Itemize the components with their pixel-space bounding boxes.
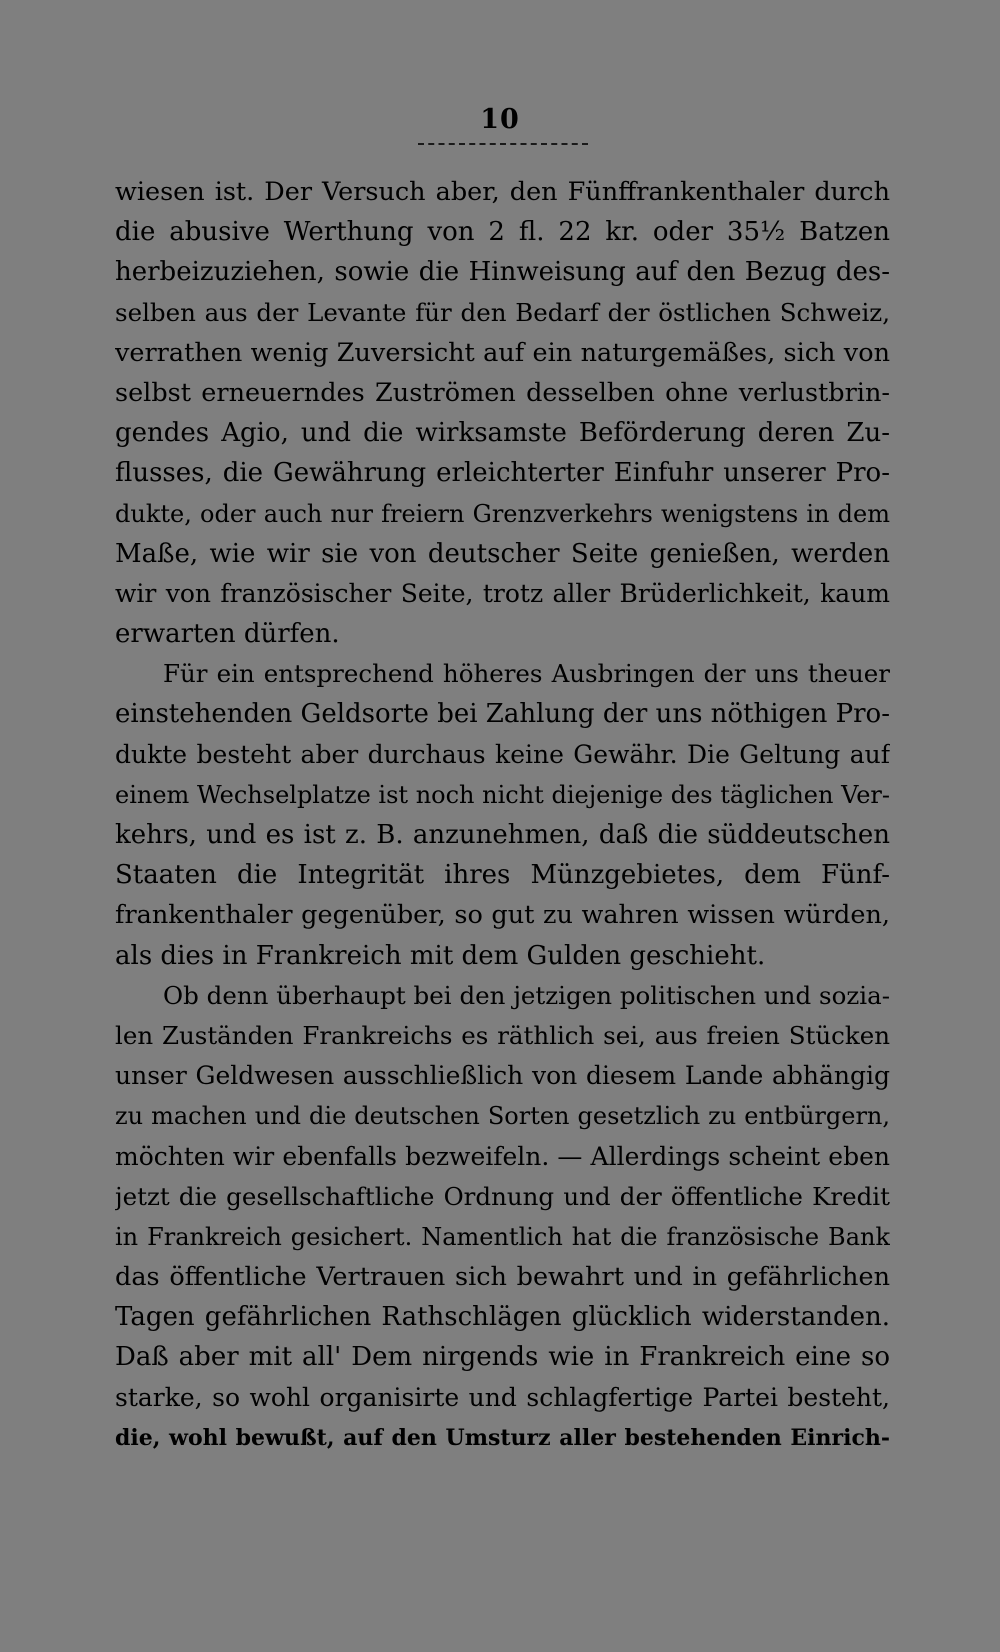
text-line: einstehenden Geldsorte bei Zahlung der uns nöthigen Pro- [115,699,890,730]
text-line: wir von französischer Seite, trotz aller Brüderlichkeit, kaum [115,578,890,608]
text-line: Tagen gefährlichen Rathschlägen glücklich widerstanden. [115,1302,890,1333]
text-line: herbeizuziehen, sowie die Hinweisung auf den Bezug des- [115,257,890,288]
text-line: möchten wir ebenfalls bezweifeln. — Allerdings scheint eben [115,1141,890,1171]
text-line: Ob denn überhaupt bei den jetzigen politischen und sozia- [163,980,890,1010]
text-line: dukte besteht aber durchaus keine Gewähr. Die Geltung auf [115,739,890,769]
body-text [115,172,890,1458]
page-number: 10 [480,104,520,135]
text-line: einem Wechselplatze ist noch nicht diejenige des täglichen Ver- [115,780,890,809]
text-line: gendes Agio, und die wirksamste Beförderung deren Zu- [115,418,890,449]
text-line: Daß aber mit all' Dem nirgends wie in Frankreich eine so [115,1342,890,1373]
text-line: die abusive Werthung von 2 fl. 22 kr. oder 35½ Batzen [115,217,890,248]
text-line: starke, so wohl organisirte und schlagfertige Partei besteht, [115,1382,890,1412]
text-line: als dies in Frankreich mit dem Gulden geschieht. [115,940,766,971]
text-line: wiesen ist. Der Versuch aber, den Fünffrankenthaler durch [115,177,890,207]
text-line: jetzt die gesellschaftliche Ordnung und der öffentliche Kredit [115,1181,890,1211]
text-line: frankenthaler gegenüber, so gut zu wahren wissen würden, [115,900,890,931]
text-line: erwarten dürfen. [115,619,340,650]
text-line: in Frankreich gesichert. Namentlich hat die französische Bank [115,1222,890,1251]
text-line: len Zuständen Frankreichs es räthlich sei, aus freien Stücken [115,1020,890,1050]
text-line: flusses, die Gewährung erleichterter Einfuhr unserer Pro- [115,458,890,489]
text-line: die, wohl bewußt, auf den Umsturz aller bestehenden Einrich- [115,1424,890,1451]
text-line: kehrs, und es ist z. B. anzunehmen, daß die süddeutschen [115,820,890,850]
text-line: das öffentliche Vertrauen sich bewahrt und in gefährlichen [115,1262,890,1293]
text-line: Maße, wie wir sie von deutscher Seite genießen, werden [115,538,890,569]
text-line: dukte, oder auch nur freiern Grenzverkehrs wenigstens in dem [115,499,890,528]
text-line: selbst erneuerndes Zuströmen desselben ohne verlustbrin- [115,377,890,408]
header-rule [418,143,588,145]
text-line: zu machen und die deutschen Sorten gesetzlich zu entbürgern, [115,1102,890,1131]
text-line: selben aus der Levante für den Bedarf der östlichen Schweiz, [115,297,890,327]
text-line: unser Geldwesen ausschließlich von diesem Lande abhängig [115,1061,890,1091]
text-line: Staaten die Integrität ihres Münzgebietes, dem Fünf- [115,860,890,891]
text-line: Für ein entsprechend höheres Ausbringen der uns theuer [163,659,890,689]
text-line: verrathen wenig Zuversicht auf ein naturgemäßes, sich von [115,337,890,368]
